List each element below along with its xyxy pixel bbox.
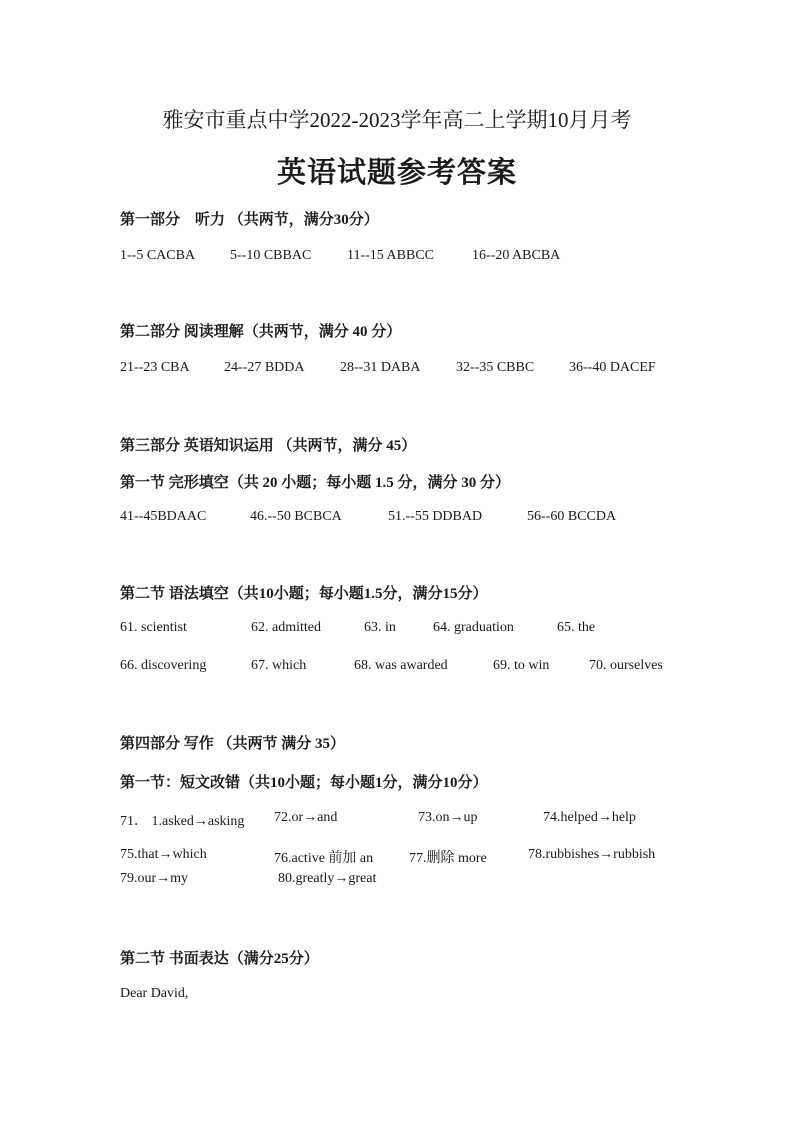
grammar-answer: 62. admitted (251, 620, 321, 635)
part1-answer: 1--5 CACBA (120, 248, 196, 263)
answer-key-title: 英语试题参考答案 (276, 157, 517, 189)
part4-section1-heading: 第一节：短文改错（共10小题；每小题1分，满分10分） (120, 775, 488, 791)
correction-answer: 75.that→which (120, 847, 207, 862)
cloze-answer: 56--60 BCCDA (527, 509, 617, 524)
exam-title: 雅安市重点中学2022-2023学年高二上学期10月月考 (162, 108, 632, 132)
correction-answer: 73.on→up (418, 810, 478, 825)
part1-heading: 第一部分 听力 （共两节，满分30分） (120, 212, 379, 228)
part4-section2-heading: 第二节 书面表达（满分25分） (120, 951, 319, 967)
part2-heading: 第二部分 阅读理解（共两节，满分 40 分） (120, 324, 402, 340)
cloze-answer: 41--45BDAAC (120, 509, 207, 524)
grammar-answer: 69. to win (493, 658, 550, 673)
part3-section2-heading: 第二节 语法填空（共10小题；每小题1.5分，满分15分） (120, 586, 488, 602)
grammar-answer: 68. was awarded (354, 658, 448, 673)
letter-greeting: Dear David, (120, 986, 189, 1001)
part1-answer: 16--20 ABCBA (472, 248, 561, 263)
grammar-answer: 63. in (364, 620, 396, 635)
grammar-answer: 66. discovering (120, 658, 207, 673)
grammar-answer: 64. graduation (433, 620, 514, 635)
part2-answer: 24--27 BDDA (224, 360, 305, 375)
correction-answer: 76.active 前加 an (274, 851, 374, 866)
part1-answer: 11--15 ABBCC (347, 248, 434, 263)
cloze-answer: 51.--55 DDBAD (388, 509, 483, 524)
grammar-answer: 61. scientist (120, 620, 187, 635)
correction-answer: 71． 1.asked→asking (120, 814, 245, 829)
part4-heading: 第四部分 写作 （共两节 满分 35） (120, 736, 346, 752)
part2-answer: 36--40 DACEF (569, 360, 656, 375)
part2-answer: 21--23 CBA (120, 360, 190, 375)
correction-answer: 72.or→and (274, 810, 338, 825)
correction-answer: 78.rubbishes→rubbish (528, 847, 656, 862)
cloze-answer: 46.--50 BCBCA (250, 509, 342, 524)
correction-answer: 80.greatly→great (278, 871, 377, 886)
correction-answer: 77.删除 more (409, 851, 487, 866)
grammar-answer: 70. ourselves (589, 658, 663, 673)
correction-answer: 74.helped→help (543, 810, 636, 825)
grammar-answer: 67. which (251, 658, 307, 673)
part2-answer: 28--31 DABA (340, 360, 421, 375)
grammar-answer: 65. the (557, 620, 596, 635)
part1-answer: 5--10 CBBAC (230, 248, 312, 263)
part2-answer: 32--35 CBBC (456, 360, 535, 375)
part3-heading: 第三部分 英语知识运用 （共两节，满分 45） (120, 438, 417, 454)
part3-section1-heading: 第一节 完形填空（共 20 小题；每小题 1.5 分，满分 30 分） (120, 475, 511, 491)
correction-answer: 79.our→my (120, 871, 189, 886)
